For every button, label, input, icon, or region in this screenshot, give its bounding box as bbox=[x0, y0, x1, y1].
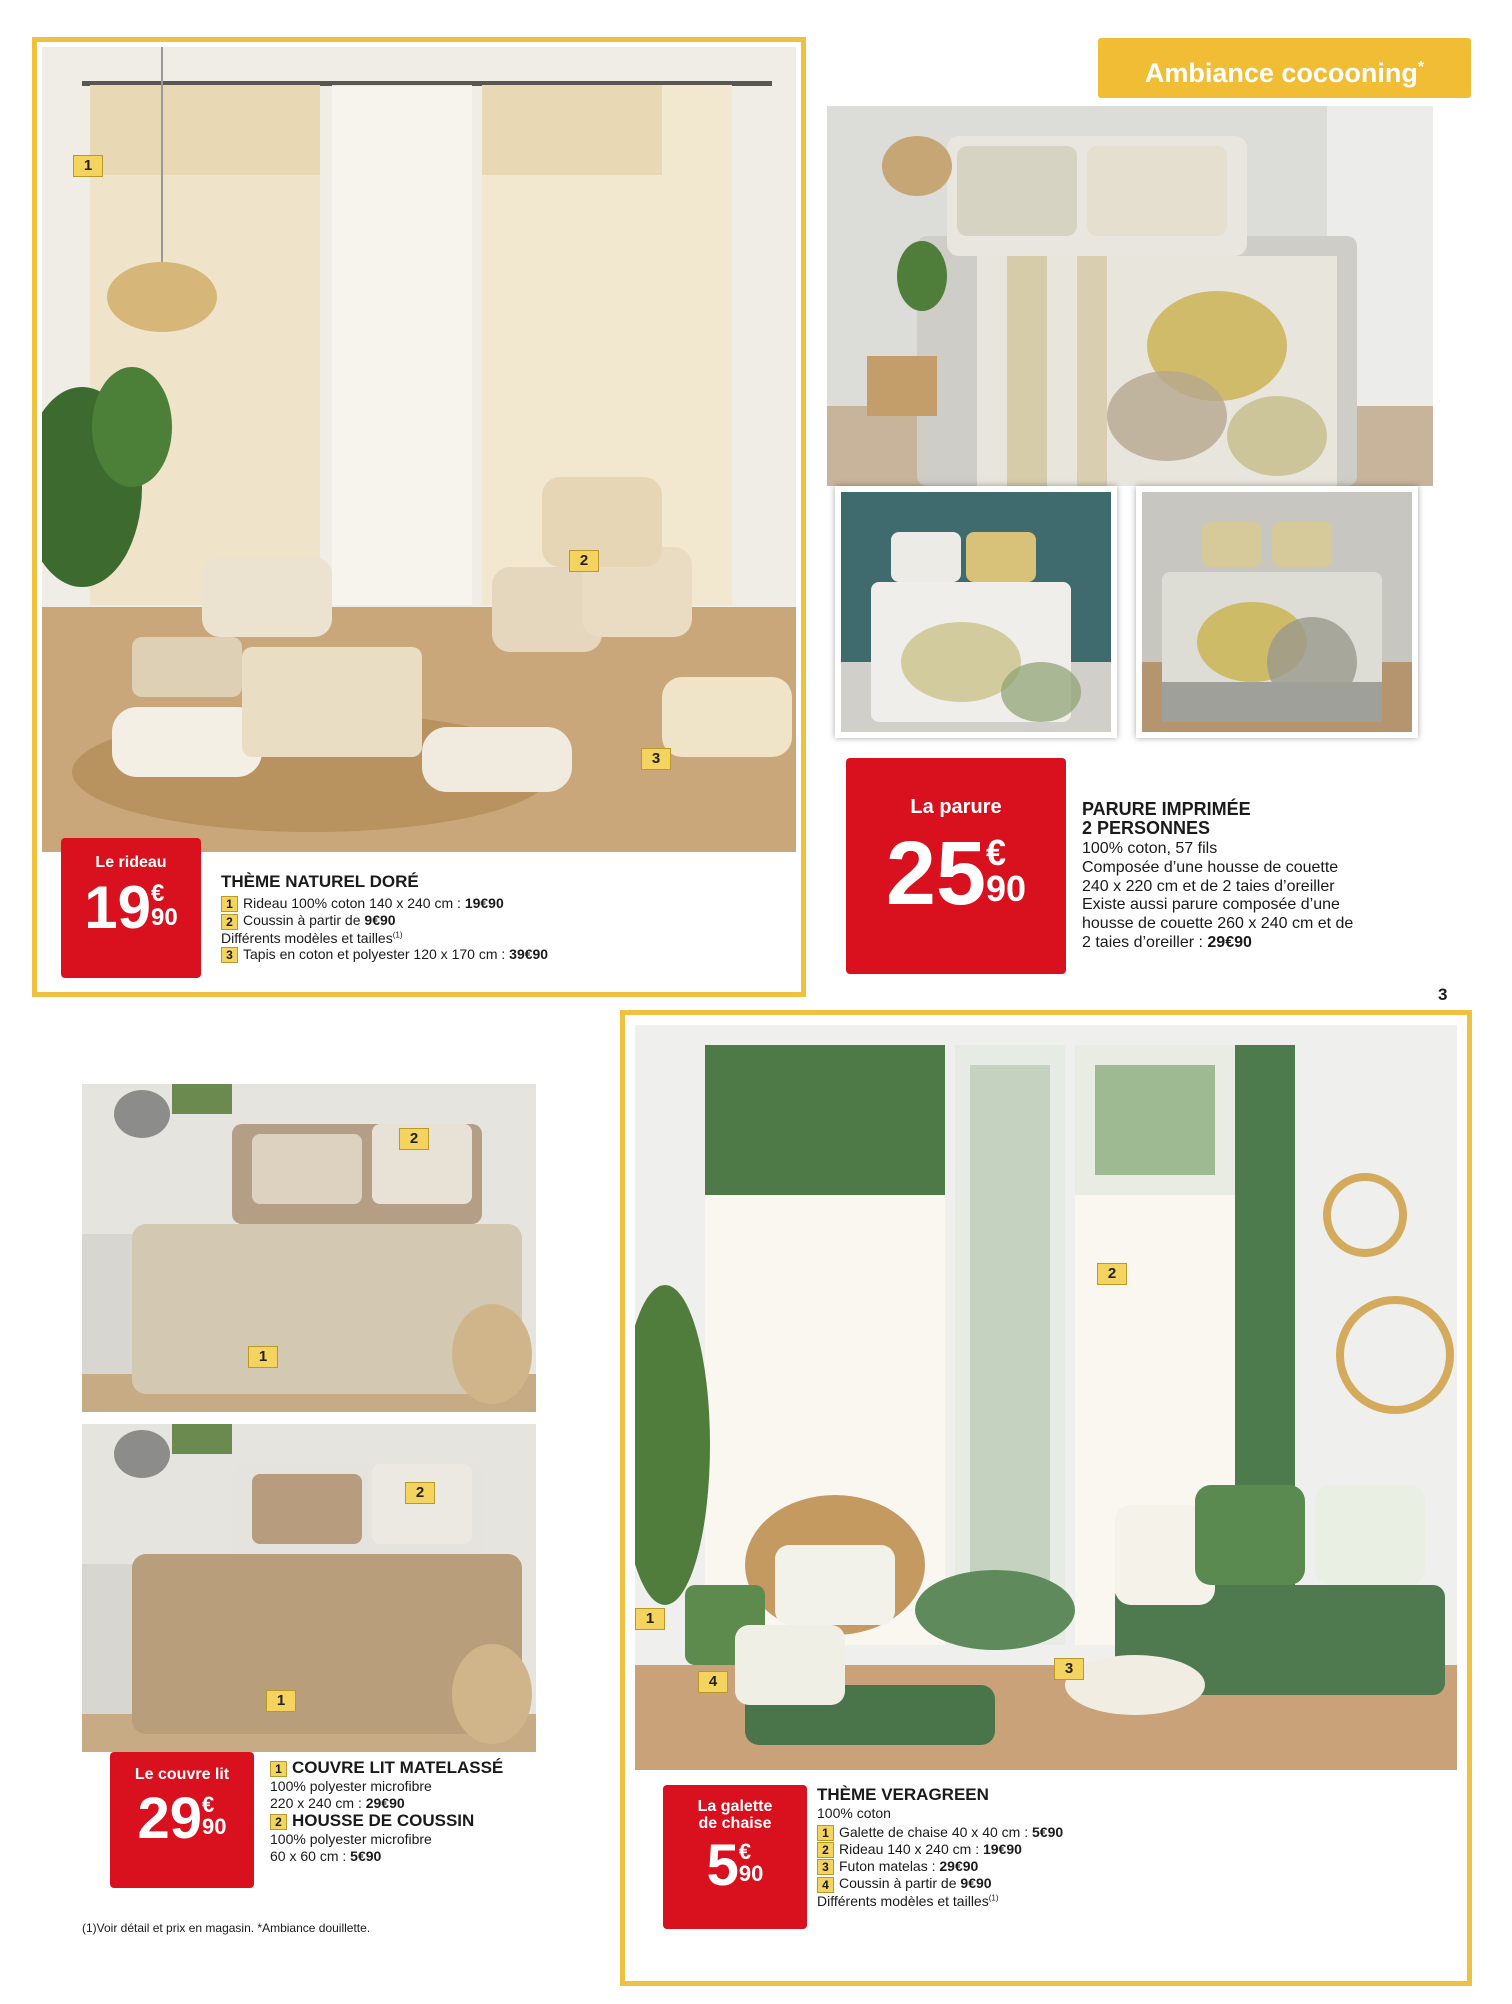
couvre-price-box bbox=[110, 1752, 254, 1888]
item-text: Coussin à partir de bbox=[839, 1875, 961, 1892]
price-decimal: 90 bbox=[202, 1814, 227, 1839]
banner-text: Ambiance cocooning bbox=[1144, 58, 1418, 88]
item-price: 5€90 bbox=[350, 1847, 382, 1864]
veragreen-frame bbox=[620, 1010, 1472, 1986]
item-text: Rideau 140 x 240 cm : bbox=[839, 1840, 983, 1857]
item-text: Rideau 100% coton 140 x 240 cm : bbox=[243, 895, 465, 911]
couvre-item-2-l1: 100% polyester microfibre bbox=[270, 1831, 432, 1848]
veragreen-item-4 bbox=[817, 1875, 1237, 1892]
price-integer: 5 bbox=[706, 1832, 739, 1898]
couvre-bottom-tag-1: 1 bbox=[266, 1690, 296, 1712]
item-title: COUVRE LIT MATELASSÉ bbox=[292, 1758, 504, 1777]
product-title-line-2: 2 PERSONNES bbox=[1082, 817, 1211, 838]
naturel-photo bbox=[42, 47, 796, 852]
desc-text: 2 taies d’oreiller : bbox=[1082, 934, 1208, 952]
price-decimal: 90 bbox=[986, 868, 1027, 909]
couvre-item-2-l2 bbox=[270, 1848, 570, 1865]
parure-inset-2 bbox=[1136, 486, 1418, 738]
item-number: 2 bbox=[221, 914, 238, 930]
item-number: 3 bbox=[221, 947, 238, 963]
price-label-line-1: La galette bbox=[697, 1798, 773, 1815]
item-price: 5€90 bbox=[1032, 1823, 1064, 1840]
item-tag-3: 3 bbox=[641, 748, 671, 770]
item-tag-2: 2 bbox=[569, 550, 599, 572]
couvre-top-tag-1: 1 bbox=[248, 1346, 278, 1368]
couvre-top-tag-2: 2 bbox=[399, 1128, 429, 1150]
item-text: Différents modèles et tailles bbox=[817, 1892, 989, 1909]
item-number: 4 bbox=[817, 1877, 834, 1893]
couvre-photo-top bbox=[82, 1084, 536, 1412]
banner-star: * bbox=[1417, 59, 1425, 76]
item-price: 19€90 bbox=[982, 1840, 1022, 1857]
parure-desc-2: Composée d’une housse de couette bbox=[1082, 858, 1339, 876]
naturel-item-3 bbox=[221, 946, 781, 963]
product-title: THÈME NATUREL DORÉ bbox=[221, 872, 419, 891]
item-price: 29€90 bbox=[365, 1794, 405, 1811]
item-number: 1 bbox=[270, 1761, 287, 1777]
item-price: 19€90 bbox=[464, 895, 504, 911]
item-text: Coussin à partir de bbox=[243, 912, 365, 929]
naturel-text bbox=[221, 872, 781, 963]
veragreen-item-1 bbox=[817, 1824, 1237, 1841]
price-integer: 29 bbox=[137, 1786, 203, 1851]
couvre-item-1-l2 bbox=[270, 1795, 570, 1812]
couvre-text bbox=[270, 1758, 570, 1864]
footnote-ref: (1) bbox=[988, 1893, 999, 1903]
naturel-frame bbox=[32, 37, 806, 997]
item-text: Futon matelas : bbox=[839, 1858, 940, 1875]
price-integer: 19 bbox=[84, 874, 152, 941]
price-decimal: 90 bbox=[151, 904, 178, 931]
item-text: Galette de chaise 40 x 40 cm : bbox=[839, 1823, 1032, 1840]
veragreen-tag-1: 1 bbox=[635, 1608, 665, 1630]
product-title-line-1: PARURE IMPRIMÉE bbox=[1082, 799, 1251, 819]
desc-price: 29€90 bbox=[1207, 934, 1252, 952]
item-price: 29€90 bbox=[939, 1858, 979, 1875]
naturel-price-box bbox=[61, 838, 201, 978]
price-currency: € bbox=[986, 832, 1007, 873]
item-number: 3 bbox=[817, 1859, 834, 1875]
item-text: Tapis en coton et polyester 120 x 170 cm : bbox=[243, 946, 510, 963]
naturel-item-2 bbox=[221, 912, 781, 929]
veragreen-price-box bbox=[663, 1785, 807, 1929]
veragreen-item-2 bbox=[817, 1841, 1237, 1858]
item-price: 9€90 bbox=[364, 912, 396, 929]
item-tag-1: 1 bbox=[73, 155, 103, 177]
veragreen-text bbox=[817, 1785, 1237, 1909]
item-number: 2 bbox=[270, 1814, 287, 1830]
item-text: 220 x 240 cm : bbox=[270, 1794, 366, 1811]
parure-desc-6 bbox=[1082, 934, 1482, 953]
ambiance-banner bbox=[1098, 38, 1471, 98]
price-label: La parure bbox=[910, 796, 1002, 818]
couvre-item-2-title bbox=[270, 1811, 570, 1831]
price-decimal: 90 bbox=[738, 1860, 764, 1886]
item-title: HOUSSE DE COUSSIN bbox=[292, 1811, 475, 1831]
veragreen-photo bbox=[635, 1025, 1457, 1770]
parure-main-photo bbox=[827, 106, 1433, 486]
parure-text bbox=[1082, 800, 1482, 953]
parure-desc-5: housse de couette 260 x 240 cm et de bbox=[1082, 915, 1354, 933]
couvre-item-1-title bbox=[270, 1758, 570, 1778]
footnote: (1)Voir détail et prix en magasin. *Ambiance douillette. bbox=[82, 1921, 371, 1935]
naturel-item-1 bbox=[221, 895, 781, 912]
veragreen-sub: 100% coton bbox=[817, 1805, 891, 1821]
price-currency: € bbox=[738, 1838, 752, 1864]
page-number: 3 bbox=[1438, 985, 1448, 1004]
couvre-item-1-l1: 100% polyester microfibre bbox=[270, 1778, 432, 1794]
item-number: 2 bbox=[817, 1842, 834, 1858]
item-price: 39€90 bbox=[509, 946, 549, 963]
item-text: 60 x 60 cm : bbox=[270, 1847, 351, 1864]
product-title: THÈME VERAGREEN bbox=[817, 1785, 989, 1804]
price-label-line-2: de chaise bbox=[698, 1814, 772, 1832]
couvre-bottom-tag-2: 2 bbox=[405, 1482, 435, 1504]
parure-price-box bbox=[846, 758, 1066, 974]
price-label: Le rideau bbox=[95, 854, 167, 871]
parure-desc-1: 100% coton, 57 fils bbox=[1082, 839, 1218, 857]
price-currency: € bbox=[202, 1792, 215, 1817]
veragreen-tag-2: 2 bbox=[1097, 1263, 1127, 1285]
veragreen-tag-4: 4 bbox=[698, 1671, 728, 1693]
naturel-item-variants bbox=[221, 930, 781, 947]
veragreen-item-3 bbox=[817, 1858, 1237, 1875]
item-price: 9€90 bbox=[960, 1875, 992, 1892]
parure-inset-1 bbox=[835, 486, 1117, 738]
veragreen-tag-3: 3 bbox=[1054, 1658, 1084, 1680]
price-currency: € bbox=[151, 880, 165, 907]
parure-desc-4: Existe aussi parure composée d’une bbox=[1082, 896, 1340, 914]
parure-desc-3: 240 x 220 cm et de 2 taies d’oreiller bbox=[1082, 877, 1335, 895]
item-number: 1 bbox=[221, 896, 238, 912]
price-label: Le couvre lit bbox=[134, 1766, 230, 1783]
item-number: 1 bbox=[817, 1825, 834, 1841]
item-text: Différents modèles et tailles bbox=[221, 929, 393, 946]
footnote-ref: (1) bbox=[392, 929, 403, 939]
price-integer: 25 bbox=[885, 824, 987, 924]
veragreen-variants bbox=[817, 1893, 1237, 1910]
couvre-photo-bottom bbox=[82, 1424, 536, 1752]
